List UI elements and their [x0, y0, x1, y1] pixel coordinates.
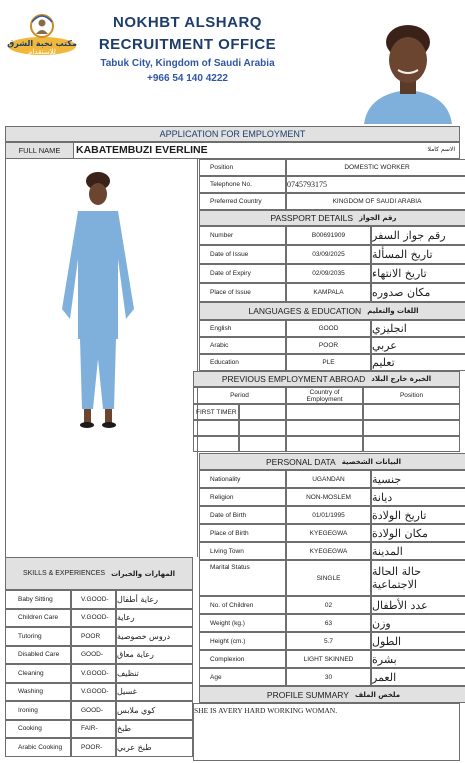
passport-arabic-1: تاريخ المسألة — [371, 245, 465, 264]
skill-arabic-5: غسيل — [116, 683, 193, 702]
personal-label-10: Age — [199, 668, 286, 686]
personal-arabic-2: تاريخ الولادة — [371, 506, 465, 524]
skill-arabic-3: رعاية معاق — [116, 646, 193, 665]
employment-title-bar-text: PREVIOUS EMPLOYMENT ABROAD — [221, 374, 366, 384]
language-label-0: English — [199, 320, 286, 337]
passport-value-1: 03/09/2025 — [286, 245, 371, 264]
skill-value-1: V.GOOD- — [71, 609, 116, 628]
personal-title-bar-arabic: البيانات الشخصية — [341, 457, 402, 466]
skill-label-7: Cooking — [5, 720, 71, 739]
employment-col-country-line1: Country of — [309, 388, 340, 396]
personal-value-0: UGANDAN — [286, 470, 371, 488]
passport-title-bar-text: PASSPORT DETAILS — [270, 213, 354, 223]
profile-title-bar-arabic: ملخص الملف — [354, 690, 401, 699]
skills-title-bar-text: SKILLS & EXPERIENCES — [22, 570, 106, 577]
language-label-2: Education — [199, 354, 286, 371]
basic-value-2: KINGDOM OF SAUDI ARABIA — [286, 193, 465, 210]
skills-title-bar-arabic: المهارات والخبرات — [111, 569, 176, 578]
skills-title-bar — [5, 557, 193, 590]
skill-arabic-0: رعاية أطفال — [116, 590, 193, 609]
personal-arabic-9: بشرة — [371, 650, 465, 668]
skill-value-3: GOOD- — [71, 646, 116, 665]
company-phone: +966 54 140 4222 — [147, 73, 228, 84]
passport-arabic-3: مكان صدوره — [371, 283, 465, 302]
language-value-0: GOOD — [286, 320, 371, 337]
personal-value-2: 01/01/1995 — [286, 506, 371, 524]
skill-arabic-8: طبخ عربي — [116, 738, 193, 757]
personal-value-8: 5.7 — [286, 632, 371, 650]
personal-arabic-3: مكان الولادة — [371, 524, 465, 542]
personal-value-7: 63 — [286, 614, 371, 632]
personal-arabic-10: العمر — [371, 668, 465, 686]
personal-arabic-4: المدينة — [371, 542, 465, 560]
skill-label-5: Washing — [5, 683, 71, 702]
skill-value-2: POOR — [71, 627, 116, 646]
passport-arabic-2: تاريخ الانتهاء — [371, 264, 465, 283]
company-city: Tabuk City, Kingdom of Saudi Arabia — [100, 58, 275, 69]
personal-label-7: Weight (kg.) — [199, 614, 286, 632]
passport-label-3: Place of Issue — [199, 283, 286, 302]
personal-value-9: LIGHT SKINNED — [286, 650, 371, 668]
skill-label-3: Disabled Care — [5, 646, 71, 665]
skill-arabic-1: رعاية — [116, 609, 193, 628]
employment-title-bar-arabic: الخبرة خارج البلاد — [371, 375, 432, 383]
skill-label-8: Arabic Cooking — [5, 738, 71, 757]
employment-col-country-line2: Employment — [306, 395, 343, 403]
passport-title-bar-arabic: رقم الجواز — [359, 214, 397, 222]
personal-value-5: SINGLE — [286, 560, 371, 596]
marital-arabic-line2: الاجتماعية — [372, 578, 417, 591]
personal-label-3: Place of Birth — [199, 524, 286, 542]
passport-arabic-0: رقم جواز السفر — [371, 226, 465, 245]
skill-arabic-6: كوي ملابس — [116, 701, 193, 720]
logo-arabic-line1: مكتب نخبة الشرق — [7, 39, 77, 48]
personal-arabic-6: عدد الأطفال — [371, 596, 465, 614]
basic-value-1: 0745793175 — [286, 176, 465, 193]
full-name-label: FULL NAME — [6, 143, 74, 158]
personal-label-2: Date of Birth — [199, 506, 286, 524]
language-arabic-1: عربي — [371, 337, 465, 354]
basic-label-0: Position — [199, 159, 286, 176]
personal-arabic-1: ديانة — [371, 488, 465, 506]
personal-arabic-8: الطول — [371, 632, 465, 650]
passport-label-2: Date of Expiry — [199, 264, 286, 283]
languages-title-bar-arabic: اللغات والتعليم — [367, 307, 419, 315]
passport-value-3: KAMPALA — [286, 283, 371, 302]
personal-label-8: Height (cm.) — [199, 632, 286, 650]
profile-title-bar-text: PROFILE SUMMARY — [266, 689, 349, 700]
personal-label-0: Nationality — [199, 470, 286, 488]
skill-value-4: V.GOOD- — [71, 664, 116, 683]
personal-label-5: Marital Status — [199, 560, 286, 596]
basic-label-2: Preferred Country — [199, 193, 286, 210]
company-name-line2: RECRUITMENT OFFICE — [98, 36, 277, 53]
skill-label-1: Children Care — [5, 609, 71, 628]
company-name-line1: NOKHBT ALSHARQ — [113, 14, 262, 31]
language-arabic-0: انجليزي — [371, 320, 465, 337]
personal-arabic-7: وزن — [371, 614, 465, 632]
personal-arabic-0: جنسية — [371, 470, 465, 488]
skill-label-4: Cleaning — [5, 664, 71, 683]
personal-value-10: 30 — [286, 668, 371, 686]
passport-label-1: Date of Issue — [199, 245, 286, 264]
languages-title-bar-text: LANGUAGES & EDUCATION — [248, 306, 362, 316]
language-arabic-2: تعليم — [371, 354, 465, 371]
passport-value-0: B00691909 — [286, 226, 371, 245]
personal-value-1: NON-MOSLEM — [286, 488, 371, 506]
profile-summary-text: SHE IS AVERY HARD WORKING WOMAN. — [193, 703, 460, 761]
personal-label-4: Living Town — [199, 542, 286, 560]
passport-value-2: 02/09/2035 — [286, 264, 371, 283]
language-label-1: Arabic — [199, 337, 286, 354]
marital-arabic-line1: حالة الحالة — [372, 565, 422, 578]
language-value-2: PLE — [286, 354, 371, 371]
skill-arabic-4: تنظيف — [116, 664, 193, 683]
skill-label-2: Tutoring — [5, 627, 71, 646]
basic-label-1: Telephone No. — [199, 176, 286, 193]
personal-label-1: Religion — [199, 488, 286, 506]
application-title: APPLICATION FOR EMPLOYMENT — [5, 126, 460, 142]
language-value-1: POOR — [286, 337, 371, 354]
employment-period-0: FIRST TIMER — [193, 404, 239, 420]
skill-arabic-2: دروس خصوصية — [116, 627, 193, 646]
full-name-arabic: الاسم كاملا — [427, 146, 455, 153]
skill-value-5: V.GOOD- — [71, 683, 116, 702]
employment-col-position: Position — [363, 387, 460, 404]
skill-arabic-7: طبخ — [116, 720, 193, 739]
skill-value-6: GOOD- — [71, 701, 116, 720]
skill-value-8: POOR- — [71, 738, 116, 757]
employment-col-period: Period — [193, 387, 286, 404]
personal-value-4: KYEGEGWA — [286, 542, 371, 560]
personal-title-bar-text: PERSONAL DATA — [265, 456, 336, 467]
personal-label-6: No. of Children — [199, 596, 286, 614]
logo-arabic-line2: للإستقدام — [28, 48, 56, 56]
basic-value-0: DOMESTIC WORKER — [286, 159, 465, 176]
skill-label-6: Ironing — [5, 701, 71, 720]
personal-label-9: Complexion — [199, 650, 286, 668]
personal-value-3: KYEGEGWA — [286, 524, 371, 542]
personal-value-6: 02 — [286, 596, 371, 614]
skill-value-7: FAIR- — [71, 720, 116, 739]
skill-label-0: Baby Sitting — [5, 590, 71, 609]
skill-value-0: V.GOOD- — [71, 590, 116, 609]
passport-label-0: Number — [199, 226, 286, 245]
full-name-value: KABATEMBUZI EVERLINE — [76, 144, 208, 156]
